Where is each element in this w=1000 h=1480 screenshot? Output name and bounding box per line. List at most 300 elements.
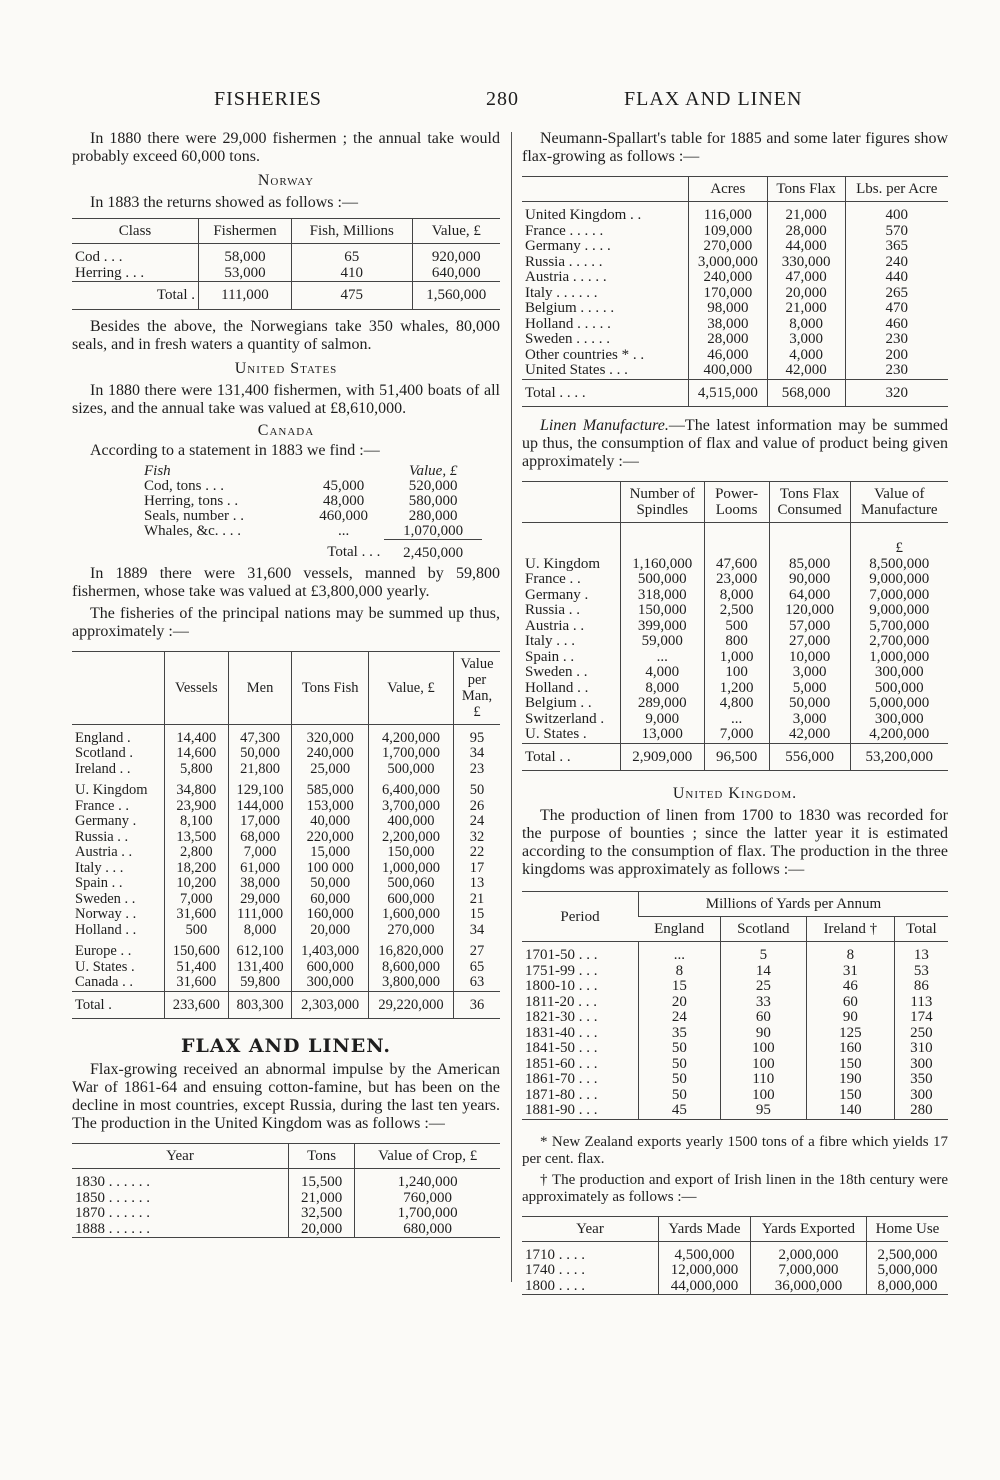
total-row [522,743,948,771]
table-cell: 1,560,000 [412,282,500,310]
table-cell: 3,000,000 [689,255,768,271]
col-header: Class [72,219,199,244]
table-cell: 34 [454,746,501,762]
right-column [522,130,948,1303]
row-label: 1851-60 . . . [525,1055,598,1072]
table-cell: 365 [845,239,948,255]
table-cell: 640,000 [412,266,500,282]
table-cell: 58,000 [199,244,292,266]
table-cell: 111,000 [228,907,292,923]
table-cell: 100 [720,1057,806,1073]
table-row [72,1222,500,1238]
col-header: Value, £ [412,219,500,244]
table-cell: 34 [454,923,501,939]
table-cell: 230 [845,363,948,379]
table-row [72,938,500,960]
table-row [522,224,948,240]
linen-yards-table [522,891,948,1120]
table-row [522,1279,948,1295]
table-row [522,603,948,619]
table-cell: 24 [454,814,501,830]
table-cell: 27 [454,938,501,960]
table-cell: 20,000 [289,1222,355,1238]
table-cell: 8,600,000 [368,960,453,976]
table-row [522,1041,948,1057]
row-label: Cod . . . [75,249,123,265]
table-cell: 9,000,000 [850,572,948,588]
table-cell: 86 [894,979,948,995]
table-cell: ... [621,650,705,666]
table-cell: 10,200 [165,876,229,892]
table-row [522,1241,948,1263]
col-header: Tons Flax Consumed [769,482,850,523]
row-label: 1870 . . . . . . [75,1205,150,1221]
table-cell: 10,000 [769,650,850,666]
table-cell: 14,600 [165,746,229,762]
table-cell: 42,000 [769,727,850,743]
table-cell: 7,000,000 [850,588,948,604]
table-row [522,979,948,995]
table-cell: 7,000,000 [750,1263,866,1279]
row-label: Germany . [525,586,589,603]
table-cell: 95 [454,724,501,746]
table-cell: 50,000 [292,876,369,892]
table-cell: 5,700,000 [850,619,948,635]
row-label: Sweden . . . . . [525,331,610,347]
table-cell: 500,000 [850,681,948,697]
heading-united-states: United States [234,359,338,377]
table-row [522,557,948,573]
table-cell: 44,000,000 [659,1279,751,1295]
table-cell: 150 [806,1088,894,1104]
row-label: Sweden . . [525,664,588,680]
table-cell: 1,700,000 [368,746,453,762]
table-row [522,1010,948,1026]
table-cell: 4,500,000 [659,1241,751,1263]
table-cell: 400 [845,202,948,224]
col-header: Men [228,651,292,724]
col-header: England [639,917,721,942]
table-cell: 46,000 [689,348,768,364]
table-cell: 400,000 [368,814,453,830]
table-cell: 22 [454,845,501,861]
table-row [522,1057,948,1073]
table-cell: 460 [845,317,948,333]
table-cell: ... [704,712,769,728]
table-row [72,907,500,923]
table-cell: 57,000 [769,619,850,635]
table-cell: 680,000 [355,1222,500,1238]
table-cell: 111,000 [199,282,292,310]
table-cell: 500,060 [368,876,453,892]
total-row [122,539,482,561]
table-row [72,814,500,830]
column-rule [511,132,512,1282]
row-label: 1831-40 . . . [525,1024,598,1041]
paragraph-flax-growing: Flax-growing received an abnormal impulse by the American War of 1861-64 and ensuing cotton-famine, but has been on the decline in most countries, except Russia, during the last ten years. The production in the United Kingdom was as follows :— [72,1061,500,1132]
table-row [72,861,500,877]
table-cell: 129,100 [228,777,292,799]
table-cell: 50 [639,1057,721,1073]
table-cell: 25,000 [292,762,369,778]
table-cell: 47,000 [767,270,845,286]
table-cell: 26 [454,799,501,815]
table-row [72,799,500,815]
col-header: Value per Man, £ [454,651,501,724]
table-row [122,509,482,524]
table-cell: 5 [720,942,806,964]
table-cell: 23 [454,762,501,778]
table-cell: 34,800 [165,777,229,799]
table-row [522,942,948,964]
row-label: Austria . . [525,617,585,634]
table-cell: 3,000 [767,332,845,348]
table-cell: 61,000 [228,861,292,877]
col-header: Number of Spindles [621,482,705,523]
table-row [72,830,500,846]
table-row [72,876,500,892]
table-cell: 5,800 [165,762,229,778]
table-cell: 3,000 [769,712,850,728]
run-in-heading: Linen Manufacture. [540,417,669,434]
running-head-left: FISHERIES [214,88,322,110]
flax-acres-table [522,176,948,407]
table-cell: 170,000 [689,286,768,302]
table-cell: 18,200 [165,861,229,877]
table-row [522,286,948,302]
table-row [522,1088,948,1104]
col-header: Vessels [165,651,229,724]
table-cell: 36,000,000 [750,1279,866,1295]
row-label: 1701-50 . . . [525,947,598,963]
table-row [522,332,948,348]
col-header: Value, £ [368,651,453,724]
col-header: Fish, Millions [291,219,412,244]
table-cell: 585,000 [292,777,369,799]
table-row [522,270,948,286]
table-cell: 8,500,000 [850,557,948,573]
row-label: Other countries * . . [525,346,645,363]
table-row [522,572,948,588]
table-cell: 1,070,000 [384,524,482,540]
table-cell: 300 [894,1088,948,1104]
table-cell: 270,000 [368,923,453,939]
table-cell: 13,500 [165,830,229,846]
table-cell: 60 [720,1010,806,1026]
table-cell: 200 [845,348,948,364]
row-label: 1881-90 . . . [525,1102,598,1118]
table-cell: 90,000 [769,572,850,588]
table-cell: 35 [639,1026,721,1042]
table-cell: 3,800,000 [368,975,453,991]
table-cell: 500,000 [368,762,453,778]
table-cell: 53,200,000 [850,743,948,771]
running-head-right: FLAX AND LINEN [624,88,803,110]
table-cell: 150,000 [621,603,705,619]
table-cell: 13,000 [621,727,705,743]
row-label: Germany . . . . [525,238,611,254]
table-cell: 265 [845,286,948,302]
row-label: 1710 . . . . [525,1246,585,1263]
table-cell: 38,000 [228,876,292,892]
table-cell: 150 [806,1057,894,1073]
table-row [522,1026,948,1042]
row-label: Total . [72,991,165,1019]
table-cell: 4,800 [704,696,769,712]
paragraph-1889-vessels: In 1889 there were 31,600 vessels, manned by 59,800 fishermen, whose take was valued at £3,800,000 yearly. [72,564,500,600]
table-cell: 8,000 [621,681,705,697]
row-label: Russia . . [525,602,581,618]
table-cell: 27,000 [769,634,850,650]
table-cell: 160,000 [292,907,369,923]
heading-norway: Norway [257,172,315,189]
row-label: Russia . . . . . [525,253,603,270]
col-header: Fish [144,462,171,479]
total-row [72,282,500,310]
table-row [522,363,948,379]
row-label: Norway . . [75,906,137,922]
row-label: U. Kingdom [75,782,148,798]
row-label: 1888 . . . . . . [75,1220,150,1237]
table-cell: 7,000 [228,845,292,861]
table-cell: 50,000 [228,746,292,762]
table-cell: 9,000,000 [850,603,948,619]
table-cell: 100 000 [292,861,369,877]
table-cell: 1,000 [704,650,769,666]
table-cell: 144,000 [228,799,292,815]
footnote-new-zealand: * New Zealand exports yearly 1500 tons of a fibre which yields 17 per cent. flax. [522,1133,948,1167]
col-header: Power-Looms [704,482,769,523]
table-cell: 400,000 [689,363,768,379]
table-cell: 233,600 [165,991,229,1019]
table-cell: 410 [291,266,412,282]
row-label: Cod, tons . . . [144,477,225,494]
table-cell: 1,600,000 [368,907,453,923]
table-cell: 5,000,000 [866,1263,948,1279]
section-title-flax-linen: FLAX AND LINEN. [180,1035,391,1057]
table-cell: 330,000 [767,255,845,271]
table-row [522,255,948,271]
norway-table [72,218,500,310]
table-cell: 116,000 [689,202,768,224]
table-cell: 440 [845,270,948,286]
table-cell: 25 [720,979,806,995]
table-row [72,892,500,908]
row-label: Switzerland . [525,710,605,727]
row-label: Scotland . [75,745,133,761]
table-cell: 8 [806,942,894,964]
table-cell: 28,000 [689,332,768,348]
row-label: United States . . . [525,362,628,378]
left-column [72,130,500,1246]
row-label: 1841-50 . . . [525,1040,598,1056]
table-cell: 15,500 [289,1169,355,1191]
table-cell: 300 [894,1057,948,1073]
table-cell: 20,000 [767,286,845,302]
row-label: Ireland . . [75,760,131,777]
table-cell: 2,000,000 [750,1241,866,1263]
table-cell: 500 [704,619,769,635]
table-cell: 240,000 [689,270,768,286]
table-cell: 63 [454,975,501,991]
table-cell: 350 [894,1072,948,1088]
table-row [522,1103,948,1119]
col-header: Yards Made [659,1216,751,1241]
table-cell: 109,000 [689,224,768,240]
table-cell: 150,600 [165,938,229,960]
table-cell: 50 [639,1072,721,1088]
table-cell: 47,600 [704,557,769,573]
table-row [522,239,948,255]
table-cell: 4,000 [621,665,705,681]
table-cell: 42,000 [767,363,845,379]
paragraph-linen-production: The production of linen from 1700 to 1830 was recorded for the purpose of bounties ; since the latter year it is estimated according to the consumption of flax. The production in the three kingdoms was approximately as follows :— [522,807,948,878]
row-label: 1830 . . . . . . [75,1174,150,1190]
table-cell: 500,000 [621,572,705,588]
table-cell: 920,000 [412,244,500,266]
table-cell: 21,000 [289,1191,355,1207]
row-label: Holland . . . . . [525,315,611,332]
col-header: Period [522,892,639,942]
row-label: 1751-99 . . . [525,962,598,979]
table-cell: 47,300 [228,724,292,746]
row-label: Total . . [522,743,621,771]
row-label: United Kingdom . . [525,207,642,223]
table-cell: 3,700,000 [368,799,453,815]
table-cell: 280,000 [408,507,458,524]
table-cell: 300,000 [850,712,948,728]
row-label: 1800 . . . . [525,1277,585,1294]
table-cell: 65 [291,244,412,266]
table-cell: 240 [845,255,948,271]
linen-manufacture-table [522,481,948,771]
table-cell: 60,000 [292,892,369,908]
table-cell: 53 [894,964,948,980]
table-cell: 110 [720,1072,806,1088]
col-header: Value of Manufacture [850,482,948,523]
table-cell: 240,000 [292,746,369,762]
table-cell: 17,000 [228,814,292,830]
col-header: Lbs. per Acre [845,177,948,202]
paragraph-norway-whales: Besides the above, the Norwegians take 350 whales, 80,000 seals, and in fresh waters a quantity of salmon. [72,317,500,353]
table-cell: 2,909,000 [621,743,705,771]
table-cell: 8,100 [165,814,229,830]
table-row [72,1191,500,1207]
col-header: Yards Exported [750,1216,866,1241]
col-header: Ireland † [806,917,894,942]
table-cell: 310 [894,1041,948,1057]
table-cell: 4,200,000 [850,727,948,743]
table-cell: 50 [639,1088,721,1104]
table-cell: 29,220,000 [368,991,453,1019]
table-cell: 53,000 [199,266,292,282]
col-header: Year [72,1144,289,1169]
row-label: 1861-70 . . . [525,1071,598,1087]
table-cell: 40,000 [292,814,369,830]
table-cell: 8 [639,964,721,980]
row-label: 1740 . . . . [525,1262,585,1278]
row-label: Italy . . . [75,859,124,876]
col-header: Value of Crop, £ [355,1144,500,1169]
table-cell: 31,600 [165,975,229,991]
table-cell: 140 [806,1103,894,1119]
table-cell: 120,000 [769,603,850,619]
table-cell: 7,000 [704,727,769,743]
col-header: Scotland [720,917,806,942]
table-row [522,588,948,604]
table-row [72,762,500,778]
canada-table [122,464,482,561]
table-cell: 100 [720,1041,806,1057]
row-label: Austria . . [75,844,133,860]
table-cell: 100 [704,665,769,681]
table-cell: 125 [806,1026,894,1042]
row-label: Spain . . [75,875,123,891]
table-cell: 2,303,000 [292,991,369,1019]
table-row [522,1072,948,1088]
table-row [522,634,948,650]
table-cell: 230 [845,332,948,348]
table-row [72,724,500,746]
paragraph-norway-intro: In 1883 the returns showed as follows :— [90,194,358,211]
table-cell: 90 [806,1010,894,1026]
table-row [522,301,948,317]
table-cell: 59,800 [228,975,292,991]
table-row [122,494,482,509]
paragraph-canada-intro: According to a statement in 1883 we find :— [90,441,380,459]
table-cell: 5,000,000 [850,696,948,712]
col-header: Total [894,917,948,942]
table-cell: 38,000 [689,317,768,333]
table-cell: 220,000 [292,830,369,846]
table-row [522,712,948,728]
table-cell: 45 [639,1103,721,1119]
col-header: Fishermen [199,219,292,244]
table-cell: 44,000 [767,239,845,255]
table-cell: 13 [454,876,501,892]
table-cell: 8,000 [767,317,845,333]
table-cell: 1,240,000 [355,1169,500,1191]
table-row [522,665,948,681]
heading-canada: Canada [257,421,315,439]
table-cell: 470 [845,301,948,317]
row-label: 1871-80 . . . [525,1086,598,1103]
table-cell: 2,200,000 [368,830,453,846]
table-row [522,696,948,712]
row-label: Spain . . [525,648,575,665]
table-cell: 8,000 [704,588,769,604]
table-cell: 21 [454,892,501,908]
table-cell: 190 [806,1072,894,1088]
table-cell: 556,000 [769,743,850,771]
heading-united-kingdom: United Kingdom. [672,785,798,802]
table-cell: 31,600 [165,907,229,923]
row-label: Holland . . [525,679,589,696]
table-cell: 60 [806,995,894,1011]
table-cell: 300,000 [292,975,369,991]
table-cell: 17 [454,861,501,877]
paragraph-nations-intro: The fisheries of the principal nations may be summed up thus, approximately :— [72,604,500,640]
table-row [522,995,948,1011]
unit-label: £ [850,523,948,557]
table-cell: 24 [639,1010,721,1026]
row-label: Seals, number . . [144,507,244,524]
table-cell: 31 [806,964,894,980]
footnote-irish-linen: † The production and export of Irish linen in the 18th century were approximately as follows :— [522,1171,948,1205]
table-cell: 85,000 [769,557,850,573]
table-row [72,845,500,861]
row-label: Austria . . . . . [525,269,607,285]
